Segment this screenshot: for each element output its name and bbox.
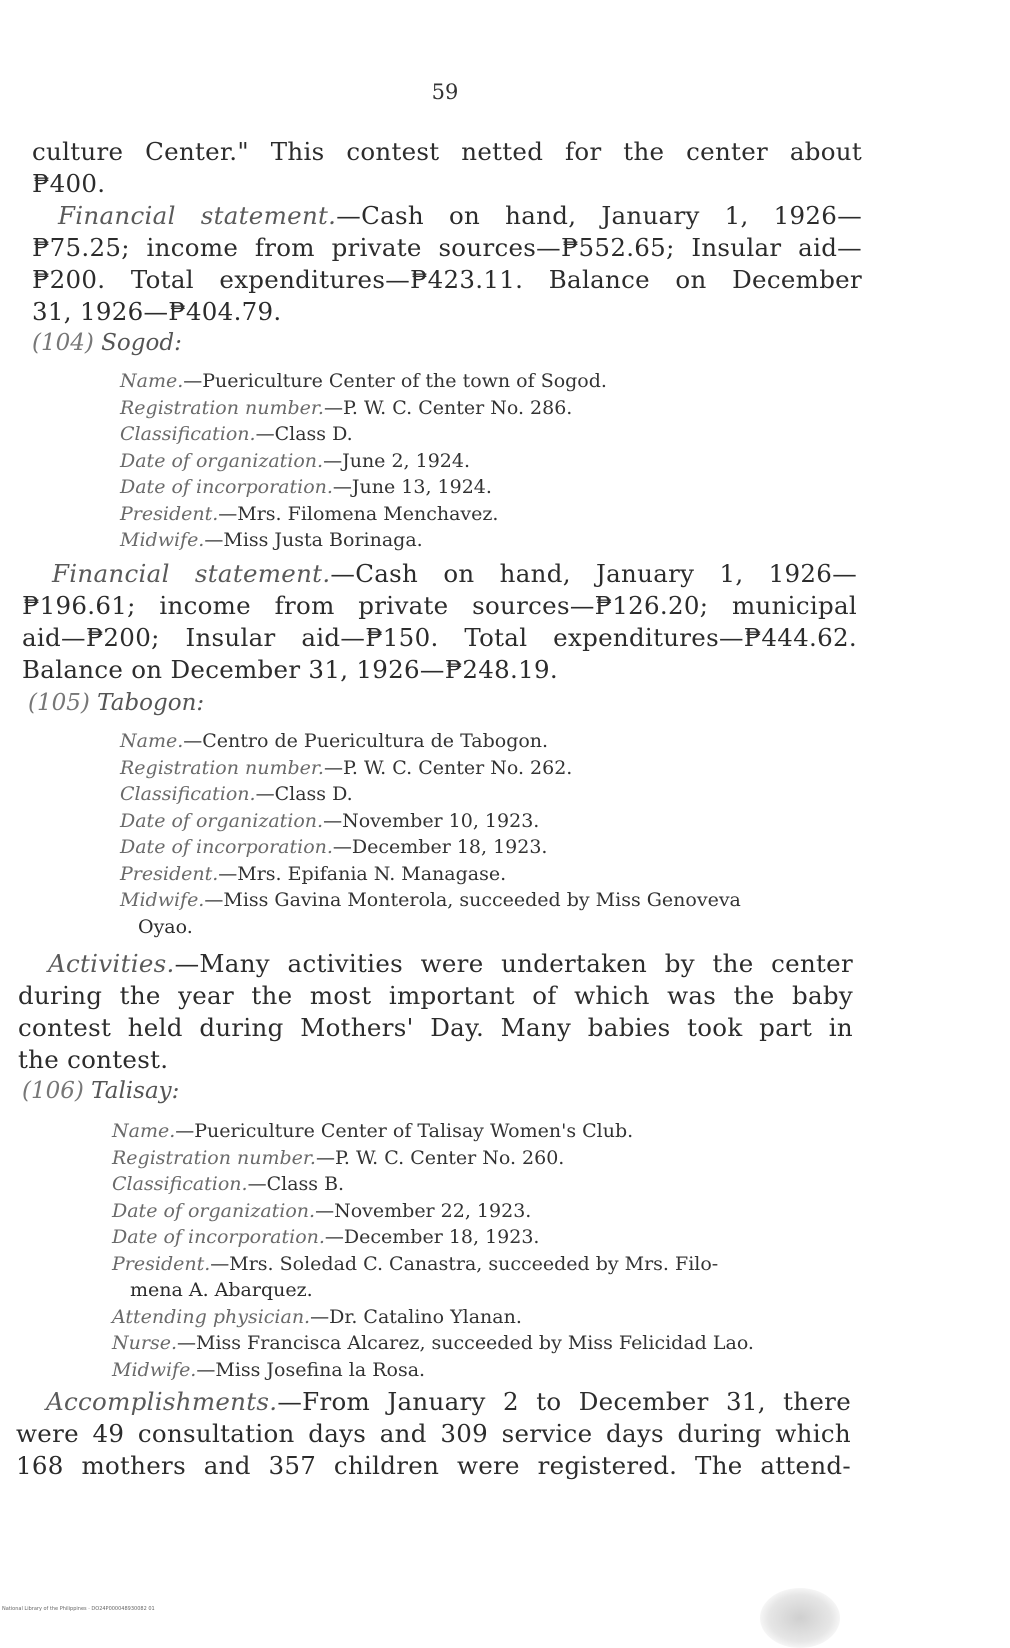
entry-value: —November 10, 1923. <box>323 809 540 832</box>
text-line: culture Center." This contest netted for the center about <box>32 137 862 166</box>
entry-key: Date of incorporation. <box>120 476 333 498</box>
entry-key: Classification. <box>112 1173 248 1195</box>
entry-value: —Miss Josefina la Rosa. <box>196 1358 426 1381</box>
section-heading-106 <box>22 1078 179 1104</box>
scan-footer: National Library of the Philippines · DO24P000048930082 01 <box>2 1606 155 1612</box>
entry-line <box>120 421 607 448</box>
section-number: (105) <box>28 690 90 716</box>
entry-line <box>112 1145 754 1172</box>
entry-value: —Puericulture Center of the town of Sogod. <box>183 370 607 392</box>
entry-value: —Class D. <box>255 423 353 445</box>
entry-key: Classification. <box>120 423 256 445</box>
entry-line <box>120 834 741 861</box>
entry-value: —Centro de Puericultura de Tabogon. <box>183 730 549 752</box>
entry-key: Name. <box>120 730 184 752</box>
scanner-thumb-shadow <box>760 1588 840 1648</box>
entry-value: —Class B. <box>247 1173 345 1195</box>
entry-key: Nurse. <box>112 1332 177 1354</box>
entry-line <box>120 368 607 395</box>
section-label: Activities. <box>48 949 175 978</box>
text-line: ₱200. Total expenditures—₱423.11. Balance on December <box>32 265 862 294</box>
entry-value: —Miss Francisca Alcarez, succeeded by Miss Felicidad Lao. <box>176 1332 754 1354</box>
entry-value: —P. W. C. Center No. 260. <box>315 1146 565 1169</box>
section-name: Sogod: <box>101 330 182 356</box>
entry-line <box>120 448 607 475</box>
text-line: ₱196.61; income from private sources—₱126.20; municipal <box>22 591 857 620</box>
entry-value: —June 13, 1924. <box>332 476 492 498</box>
text-segment: —Cash on hand, January 1, 1926— <box>330 559 857 588</box>
entry-line <box>112 1304 754 1331</box>
entry-key: Registration number. <box>112 1146 316 1169</box>
section-label: Financial statement. <box>58 201 337 230</box>
page-number: 59 <box>431 80 459 104</box>
entry-line <box>120 887 741 940</box>
entry-key: President. <box>120 502 219 525</box>
entry-line <box>120 395 607 422</box>
section-number: (104) <box>32 330 94 356</box>
section-name: Talisay: <box>91 1078 180 1104</box>
text-line: ₱400. <box>32 169 106 198</box>
entry-line <box>120 474 607 501</box>
entry-key: President. <box>120 862 219 885</box>
entry-value: —P. W. C. Center No. 262. <box>323 756 573 779</box>
text-segment: —From January 2 to December 31, there <box>277 1387 851 1416</box>
entry-key: Midwife. <box>120 529 205 551</box>
entry-key: Attending physician. <box>112 1305 311 1328</box>
entry-value: —November 22, 1923. <box>315 1199 532 1222</box>
entry-key: Date of incorporation. <box>120 836 333 858</box>
entry-key: Name. <box>120 370 184 392</box>
entry-value: —Class D. <box>255 783 353 805</box>
entry-key: Date of organization. <box>120 809 324 832</box>
text-segment: —Cash on hand, January 1, 1926— <box>336 201 862 230</box>
activities-paragraph <box>18 948 853 1076</box>
entry-key: Date of organization. <box>112 1199 316 1222</box>
section-105-entries <box>120 728 741 940</box>
section-106-entries <box>112 1118 754 1383</box>
entry-line <box>112 1224 754 1251</box>
text-line <box>16 1386 851 1418</box>
entry-value: —Mrs. Epifania N. Managase. <box>218 862 507 885</box>
entry-continuation: mena A. Abarquez. <box>130 1279 313 1301</box>
entry-line <box>120 527 607 554</box>
section-heading-105 <box>28 690 204 716</box>
text-line <box>32 200 862 232</box>
section-number: (106) <box>22 1078 84 1104</box>
entry-line <box>120 808 741 835</box>
entry-line <box>112 1251 754 1304</box>
entry-line <box>112 1357 754 1384</box>
entry-value: —Dr. Catalino Ylanan. <box>310 1305 522 1328</box>
entry-line <box>120 501 607 528</box>
entry-line <box>112 1118 754 1145</box>
text-line: aid—₱200; Insular aid—₱150. Total expenditures—₱444.62. <box>22 623 857 652</box>
text-line: during the year the most important of which was the baby <box>18 981 853 1010</box>
financial-statement-1 <box>32 200 862 328</box>
entry-value: —December 18, 1923. <box>332 836 548 858</box>
financial-statement-2 <box>22 558 857 686</box>
entry-value: —P. W. C. Center No. 286. <box>323 396 573 419</box>
entry-line <box>120 781 741 808</box>
section-label: Accomplishments. <box>46 1387 278 1416</box>
entry-value: —June 2, 1924. <box>323 449 471 472</box>
text-line: Balance on December 31, 1926—₱248.19. <box>22 655 558 684</box>
section-104-entries <box>120 368 607 554</box>
entry-continuation: Oyao. <box>138 915 193 938</box>
entry-key: Classification. <box>120 783 256 805</box>
entry-line <box>112 1330 754 1357</box>
text-segment: —Many activities were undertaken by the center <box>174 949 853 978</box>
entry-line <box>120 861 741 888</box>
entry-key: Midwife. <box>120 889 205 911</box>
entry-key: Midwife. <box>112 1358 197 1381</box>
entry-value: —Mrs. Filomena Menchavez. <box>218 502 499 525</box>
text-line: ₱75.25; income from private sources—₱552.65; Insular aid— <box>32 233 862 262</box>
entry-line <box>112 1171 754 1198</box>
intro-paragraph <box>32 136 862 200</box>
accomplishments-paragraph <box>16 1386 851 1482</box>
section-heading-104 <box>32 330 182 356</box>
entry-key: President. <box>112 1252 211 1275</box>
entry-value: —December 18, 1923. <box>324 1226 540 1248</box>
text-line: 31, 1926—₱404.79. <box>32 297 282 326</box>
section-name: Tabogon: <box>97 690 205 716</box>
text-line: the contest. <box>18 1045 169 1074</box>
entry-value: —Puericulture Center of Talisay Women's Club. <box>175 1120 634 1142</box>
entry-line <box>120 755 741 782</box>
text-line: were 49 consultation days and 309 service days during which <box>16 1419 851 1448</box>
entry-key: Registration number. <box>120 396 324 419</box>
entry-key: Name. <box>112 1120 176 1142</box>
entry-key: Registration number. <box>120 756 324 779</box>
section-label: Financial statement. <box>52 559 331 588</box>
entry-value: —Miss Justa Borinaga. <box>204 529 423 551</box>
entry-line <box>120 728 741 755</box>
text-line: contest held during Mothers' Day. Many babies took part in <box>18 1013 853 1042</box>
entry-key: Date of organization. <box>120 449 324 472</box>
entry-value: —Mrs. Soledad C. Canastra, succeeded by Mrs. Filo- <box>210 1252 719 1275</box>
text-line <box>22 558 857 590</box>
entry-line <box>112 1198 754 1225</box>
entry-value: —Miss Gavina Monterola, succeeded by Miss Genoveva <box>204 889 741 911</box>
text-line <box>18 948 853 980</box>
entry-key: Date of incorporation. <box>112 1226 325 1248</box>
text-line: 168 mothers and 357 children were registered. The attend- <box>16 1451 851 1480</box>
